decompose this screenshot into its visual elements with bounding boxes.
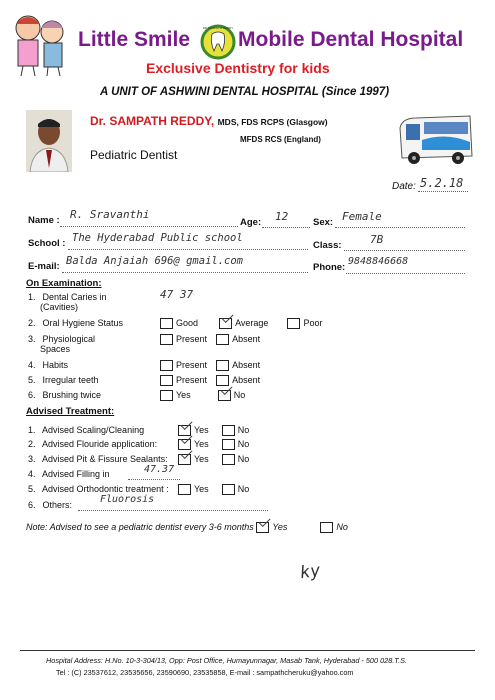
- yes-label: Yes: [272, 522, 288, 532]
- sex-label: Sex:: [313, 217, 334, 228]
- no-label: No: [237, 425, 250, 435]
- school-line: [68, 249, 308, 250]
- option-label: Present: [176, 334, 208, 344]
- kids-logo: [8, 8, 74, 78]
- doctor-role: Pediatric Dentist: [90, 148, 178, 162]
- exam-label-2: Spaces: [40, 344, 71, 354]
- treatment-label: Advised Pit & Fissure Sealants:: [42, 454, 168, 464]
- option-label: Good: [176, 318, 199, 328]
- phone-label: Phone:: [313, 262, 346, 273]
- exam-label: Dental Caries in: [42, 292, 107, 302]
- name-label: Name :: [28, 215, 60, 226]
- yes-label: Yes: [194, 425, 209, 435]
- treatment-heading: Advised Treatment:: [26, 406, 115, 417]
- exam-num: 1.: [28, 292, 36, 302]
- others-value: Fluorosis: [100, 494, 155, 505]
- ortho-options: [178, 484, 249, 495]
- email-line: [62, 272, 308, 273]
- tooth-logo-icon: [200, 24, 236, 60]
- checkbox-no[interactable]: [222, 439, 235, 450]
- yes-label: Yes: [194, 484, 209, 494]
- checkbox-average-checked[interactable]: [219, 318, 232, 329]
- school-value: The Hyderabad Public school: [72, 232, 243, 244]
- checkbox-present[interactable]: [160, 360, 173, 371]
- class-label: Class:: [313, 240, 342, 251]
- treatment-num: 2.: [28, 439, 36, 449]
- exam-num: 6.: [28, 390, 36, 400]
- email-label: E-mail:: [28, 261, 60, 272]
- doctor-name-text: Dr. SAMPATH REDDY,: [90, 114, 215, 128]
- spaces-options: [160, 334, 260, 345]
- checkbox-yes-checked[interactable]: [178, 454, 191, 465]
- treatment-label: Advised Orthodontic treatment :: [42, 484, 169, 494]
- age-label: Age:: [240, 217, 262, 228]
- option-label: Present: [176, 375, 208, 385]
- exam-num: 4.: [28, 360, 36, 370]
- caries-value: 47 37: [160, 288, 194, 301]
- exam-item-caries: [28, 292, 107, 312]
- exam-item-spaces: [28, 334, 95, 354]
- filling-line: [128, 479, 180, 480]
- note-text: Note: Advised to see a pediatric dentist every 3-6 months: [26, 522, 254, 532]
- treatment-num: 6.: [28, 500, 36, 510]
- name-line: [60, 226, 238, 227]
- treatment-label: Advised Flouride application:: [42, 439, 158, 449]
- treatment-item-sealants: [28, 454, 168, 464]
- footer-divider: [20, 650, 475, 651]
- filling-value: 47.37: [144, 464, 175, 475]
- logo-text: DR SAMPATH REDDY: [202, 26, 234, 30]
- exam-num: 2.: [28, 318, 36, 328]
- option-label: Absent: [232, 375, 261, 385]
- checkbox-poor[interactable]: [287, 318, 300, 329]
- date-line: [418, 191, 468, 192]
- exam-item-habits: [28, 360, 68, 370]
- checkbox-no-checked[interactable]: [218, 390, 231, 401]
- doctor-name: [90, 114, 328, 128]
- date-label: Date:: [392, 181, 416, 192]
- treatment-num: 1.: [28, 425, 36, 435]
- phone-value: 9848846668: [348, 256, 409, 267]
- checkbox-no[interactable]: [222, 425, 235, 436]
- checkbox-present[interactable]: [160, 334, 173, 345]
- doctor-qualification-1: MDS, FDS RCPS (Glasgow): [217, 117, 328, 127]
- treatment-item-flouride: [28, 439, 157, 449]
- treatment-item-ortho: [28, 484, 169, 494]
- treatment-num: 5.: [28, 484, 36, 494]
- treatment-item-others: [28, 500, 72, 510]
- checkbox-yes[interactable]: [178, 484, 191, 495]
- age-value: 12: [275, 210, 289, 223]
- exam-item-brushing: [28, 390, 101, 400]
- option-label: Absent: [232, 334, 261, 344]
- treatment-label: Advised Scaling/Cleaning: [42, 425, 145, 435]
- checkbox-no[interactable]: [222, 454, 235, 465]
- treatment-label: Others:: [42, 500, 73, 510]
- date-value: 5.2.18: [420, 176, 464, 190]
- irregular-options: [160, 375, 260, 386]
- exam-item-hygiene: [28, 318, 123, 328]
- exam-num: 3.: [28, 334, 36, 344]
- checkbox-yes-checked[interactable]: [256, 522, 269, 533]
- note: [26, 522, 348, 533]
- school-label: School :: [28, 238, 66, 249]
- no-label: No: [237, 454, 250, 464]
- mobile-bus-image: [396, 110, 474, 172]
- examination-heading: On Examination:: [26, 278, 102, 289]
- age-line: [262, 227, 310, 228]
- checkbox-present[interactable]: [160, 375, 173, 386]
- no-label: No: [237, 484, 250, 494]
- checkbox-good[interactable]: [160, 318, 173, 329]
- no-label: No: [237, 439, 250, 449]
- exam-label-2: (Cavities): [40, 302, 79, 312]
- footer-contact: Tel : (C) 23537612, 23535656, 23590690, 23535858, E-mail : sampathcheruku@yahoo.com: [56, 668, 354, 677]
- no-label: No: [336, 522, 348, 532]
- exam-label: Physiological: [42, 334, 96, 344]
- sex-line: [335, 227, 465, 228]
- name-value: R. Sravanthi: [70, 208, 150, 221]
- sex-value: Female: [342, 210, 382, 223]
- exam-label: Oral Hygiene Status: [42, 318, 124, 328]
- option-label: No: [233, 390, 246, 400]
- doctor-qualification-2: MFDS RCS (England): [240, 135, 321, 144]
- yes-label: Yes: [194, 454, 209, 464]
- exam-num: 5.: [28, 375, 36, 385]
- option-label: Yes: [176, 390, 191, 400]
- header-title-left: Little Smile: [78, 28, 191, 51]
- hygiene-options: [160, 318, 322, 329]
- yes-label: Yes: [194, 439, 209, 449]
- exam-label: Irregular teeth: [42, 375, 99, 385]
- class-value: 7B: [370, 233, 384, 246]
- exam-item-irregular: [28, 375, 99, 385]
- option-label: Absent: [232, 360, 261, 370]
- checkbox-yes[interactable]: [160, 390, 173, 401]
- header-subtitle: Exclusive Dentistry for kids: [146, 60, 330, 76]
- unit-line: A UNIT OF ASHWINI DENTAL HOSPITAL (Since 1997): [100, 86, 390, 98]
- exam-label: Habits: [42, 360, 69, 370]
- treatment-label: Advised Filling in: [42, 469, 110, 479]
- checkbox-absent[interactable]: [216, 360, 229, 371]
- doctor-photo: [26, 110, 72, 172]
- brushing-options: [160, 390, 245, 401]
- email-value: Balda Anjaiah 696@ gmail.com: [66, 255, 244, 267]
- class-line: [344, 250, 465, 251]
- option-label: Average: [235, 318, 269, 328]
- phone-line: [346, 273, 465, 274]
- header-title-right: Mobile Dental Hospital: [238, 28, 464, 51]
- footer-address: Hospital Address: H.No. 10-3-304/13, Opp: Post Office, Humayunnagar, Masab Tank, Hyderabad - 500 028.T.S.: [46, 656, 407, 665]
- signature: ky: [298, 560, 322, 584]
- treatment-item-filling: [28, 469, 110, 479]
- treatment-item-scaling: [28, 425, 144, 435]
- option-label: Poor: [303, 318, 323, 328]
- exam-label: Brushing twice: [42, 390, 102, 400]
- treatment-num: 3.: [28, 454, 36, 464]
- checkbox-no[interactable]: [320, 522, 333, 533]
- others-line: [78, 510, 268, 511]
- habits-options: [160, 360, 260, 371]
- sealants-options: [178, 454, 249, 465]
- treatment-num: 4.: [28, 469, 36, 479]
- option-label: Present: [176, 360, 208, 370]
- checkbox-no[interactable]: [222, 484, 235, 495]
- checkbox-absent[interactable]: [216, 334, 229, 345]
